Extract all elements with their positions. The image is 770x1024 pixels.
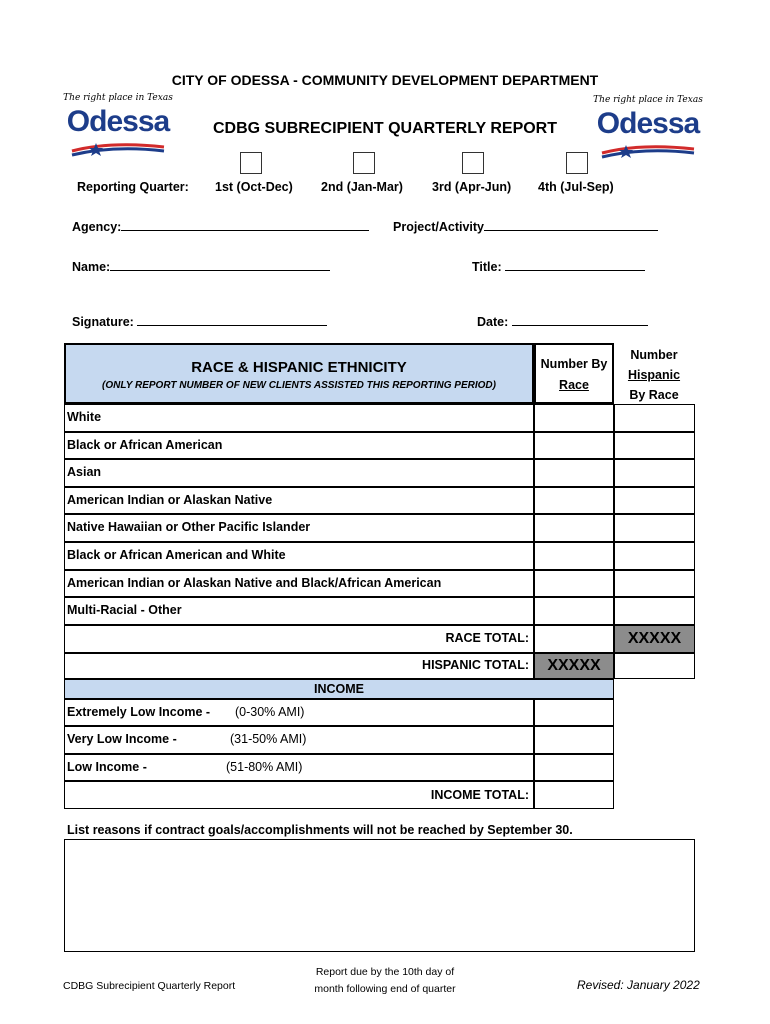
date-field[interactable] — [477, 312, 648, 329]
logo-word: Odessa — [596, 107, 700, 140]
agency-field[interactable] — [72, 217, 369, 234]
race-row-label: American Indian or Alaskan Native — [67, 492, 273, 507]
department-title: CITY OF ODESSA - COMMUNITY DEVELOPMENT DEPARTMENT — [171, 72, 599, 88]
col-hispanic-line3: By Race — [629, 388, 679, 402]
income-total-cell[interactable] — [534, 781, 614, 809]
race-count-cell[interactable] — [534, 570, 614, 598]
col-hispanic-line2: Hispanic — [627, 368, 681, 382]
logo-tagline: The right place in Texas — [63, 93, 173, 103]
reasons-textarea[interactable] — [64, 839, 695, 952]
quarter-3-checkbox[interactable] — [462, 152, 484, 174]
income-header: INCOME — [64, 679, 614, 699]
title-field[interactable] — [472, 257, 645, 274]
race-count-cell[interactable] — [534, 459, 614, 487]
race-row-label: Multi-Racial - Other — [67, 603, 182, 618]
hispanic-total-race-blocked: XXXXX — [534, 653, 614, 679]
logo-swoosh-icon — [600, 141, 696, 161]
date-line[interactable] — [512, 312, 648, 326]
hispanic-count-cell[interactable] — [614, 487, 695, 515]
agency-line[interactable] — [121, 217, 369, 231]
date-label: Date: — [477, 315, 509, 329]
name-field[interactable] — [72, 257, 330, 274]
col-hispanic-line1: Number — [630, 348, 678, 362]
race-table-header — [64, 343, 534, 404]
agency-label: Agency: — [72, 220, 122, 234]
income-count-cell[interactable] — [534, 726, 614, 753]
name-label: Name: — [72, 260, 111, 274]
logo-word: Odessa — [66, 105, 170, 138]
race-heading: RACE & HISPANIC ETHNICITY — [191, 359, 407, 376]
col-race-line1: Number By — [540, 357, 608, 371]
signature-line[interactable] — [137, 312, 327, 326]
title-line[interactable] — [505, 257, 645, 271]
reporting-quarter-label: Reporting Quarter: — [77, 180, 189, 194]
hispanic-total-label: HISPANIC TOTAL: — [422, 658, 529, 672]
hispanic-count-cell[interactable] — [614, 459, 695, 487]
race-row-label: Native Hawaiian or Other Pacific Islander — [67, 520, 311, 535]
hispanic-count-cell[interactable] — [614, 597, 695, 625]
race-count-cell[interactable] — [534, 597, 614, 625]
col-hispanic-header — [614, 345, 694, 405]
footer-left: CDBG Subrecipient Quarterly Report — [63, 980, 236, 992]
hispanic-total-cell[interactable] — [614, 653, 695, 679]
hispanic-count-cell[interactable] — [614, 432, 695, 460]
race-row-label: American Indian or Alaskan Native and Black/African American — [67, 575, 442, 590]
quarter-3-label: 3rd (Apr-Jun) — [432, 180, 512, 194]
col-race-header — [534, 343, 614, 404]
income-total-label: INCOME TOTAL: — [430, 788, 529, 802]
footer-center — [300, 964, 470, 998]
race-count-cell[interactable] — [534, 432, 614, 460]
race-total-cell[interactable] — [534, 625, 614, 653]
title-label: Title: — [472, 260, 502, 274]
hispanic-count-cell[interactable] — [614, 514, 695, 542]
hispanic-count-cell[interactable] — [614, 542, 695, 570]
race-row-label: Black or African American — [67, 437, 223, 452]
quarter-4-checkbox[interactable] — [566, 152, 588, 174]
report-title: CDBG SUBRECIPIENT QUARTERLY REPORT — [212, 120, 558, 137]
race-total-label: RACE TOTAL: — [445, 631, 529, 645]
quarter-1-label: 1st (Oct-Dec) — [215, 180, 293, 194]
race-row-label: Asian — [67, 465, 102, 480]
logo-swoosh-icon — [70, 139, 166, 159]
quarter-2-checkbox[interactable] — [353, 152, 375, 174]
income-row-range: (51-80% AMI) — [226, 759, 303, 774]
income-row-range: (31-50% AMI) — [230, 732, 307, 747]
race-count-cell[interactable] — [534, 404, 614, 432]
hispanic-count-cell[interactable] — [614, 404, 695, 432]
project-label: Project/Activity — [393, 220, 485, 234]
footer-revised: Revised: January 2022 — [577, 978, 700, 992]
footer-center-line1: Report due by the 10th day of — [315, 966, 455, 978]
income-row-range: (0-30% AMI) — [235, 705, 305, 719]
project-field[interactable] — [393, 217, 658, 234]
income-row-label: Very Low Income - — [67, 732, 177, 747]
signature-label: Signature: — [72, 315, 134, 329]
logo-tagline: The right place in Texas — [593, 95, 703, 105]
quarter-4-label: 4th (Jul-Sep) — [538, 180, 614, 194]
race-subheading: (ONLY REPORT NUMBER OF NEW CLIENTS ASSISTED THIS REPORTING PERIOD) — [102, 380, 496, 391]
race-row-label: White — [67, 410, 102, 424]
signature-field[interactable] — [72, 312, 327, 329]
quarter-1-checkbox[interactable] — [240, 152, 262, 174]
project-line[interactable] — [484, 217, 658, 231]
race-count-cell[interactable] — [534, 487, 614, 515]
col-race-line2: Race — [559, 378, 589, 392]
income-count-cell[interactable] — [534, 754, 614, 781]
income-row-label: Low Income - — [67, 759, 147, 774]
footer-center-line2: month following end of quarter — [314, 983, 456, 995]
reasons-prompt: List reasons if contract goals/accomplishments will not be reached by September 30. — [67, 823, 573, 837]
race-count-cell[interactable] — [534, 514, 614, 542]
hispanic-count-cell[interactable] — [614, 570, 695, 598]
quarter-2-label: 2nd (Jan-Mar) — [321, 180, 403, 194]
income-count-cell[interactable] — [534, 699, 614, 726]
race-total-hispanic-blocked: XXXXX — [614, 625, 695, 653]
income-row-label: Extremely Low Income - — [67, 705, 211, 719]
race-count-cell[interactable] — [534, 542, 614, 570]
name-line[interactable] — [110, 257, 330, 271]
race-row — [64, 404, 534, 432]
race-row — [64, 459, 534, 487]
race-row-label: Black or African American and White — [67, 548, 286, 562]
